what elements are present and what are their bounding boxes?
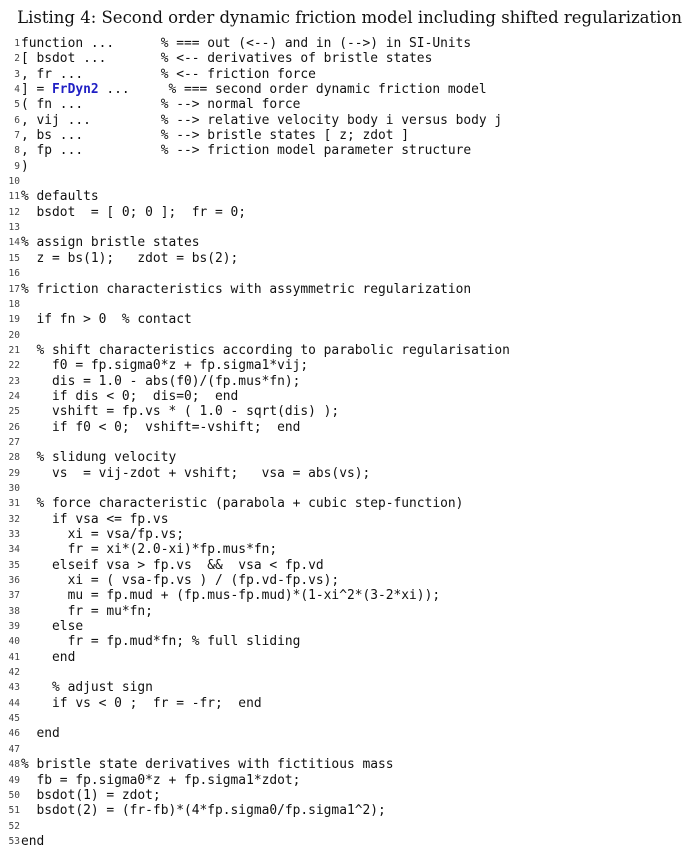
line-number: 50 bbox=[8, 789, 20, 801]
line-number: 31 bbox=[8, 498, 20, 510]
code-text: % slidung velocity bbox=[21, 450, 177, 466]
code-text: , vij ... % --> relative velocity body i versus body j bbox=[21, 112, 503, 128]
line-number: 22 bbox=[8, 360, 20, 372]
line-number: 9 bbox=[14, 160, 20, 172]
line-number: 7 bbox=[14, 130, 20, 142]
code-line bbox=[0, 558, 688, 573]
code-line bbox=[0, 481, 688, 496]
line-number: 34 bbox=[8, 544, 20, 556]
code-text: fr = fp.mud*fn; % full sliding bbox=[21, 634, 301, 650]
line-number: 42 bbox=[8, 667, 20, 679]
code-text: xi = ( vsa-fp.vs ) / (fp.vd-fp.vs); bbox=[21, 573, 340, 589]
code-text: end bbox=[21, 833, 45, 849]
line-number: 21 bbox=[8, 344, 20, 356]
code-text: bsdot(1) = zdot; bbox=[21, 787, 161, 803]
line-number: 11 bbox=[8, 191, 20, 203]
line-number: 3 bbox=[14, 68, 20, 80]
code-line bbox=[0, 542, 688, 557]
code-segment: ] = bbox=[21, 82, 53, 98]
line-number: 41 bbox=[8, 651, 20, 663]
line-number: 51 bbox=[8, 805, 20, 817]
code-text: elseif vsa > fp.vs && vsa < fp.vd bbox=[21, 557, 324, 573]
code-text: fb = fp.sigma0*z + fp.sigma1*zdot; bbox=[21, 772, 301, 788]
code-line bbox=[0, 312, 688, 327]
code-text: % shift characteristics according to parabolic regularisation bbox=[21, 342, 510, 358]
code-text: vshift = fp.vs * ( 1.0 - sqrt(dis) ); bbox=[21, 404, 340, 420]
code-text: fr = xi*(2.0-xi)*fp.mus*fn; bbox=[21, 542, 278, 558]
code-line bbox=[0, 773, 688, 788]
code-line bbox=[0, 634, 688, 649]
line-number: 36 bbox=[8, 575, 20, 587]
line-number: 43 bbox=[8, 682, 20, 694]
code-line bbox=[0, 466, 688, 481]
line-number: 13 bbox=[8, 222, 20, 234]
code-text: if fn > 0 % contact bbox=[21, 312, 192, 328]
code-line bbox=[0, 328, 688, 343]
code-line bbox=[0, 358, 688, 373]
code-text: % bristle state derivatives with fictitious mass bbox=[21, 757, 394, 773]
line-number: 23 bbox=[8, 375, 20, 387]
line-number: 18 bbox=[8, 298, 20, 310]
code-line bbox=[0, 757, 688, 772]
code-line bbox=[0, 450, 688, 465]
code-line bbox=[0, 742, 688, 757]
line-number: 27 bbox=[8, 436, 20, 448]
code-text: if vs < 0 ; fr = -fr; end bbox=[21, 695, 262, 711]
line-number: 6 bbox=[14, 114, 20, 126]
code-line bbox=[0, 159, 688, 174]
code-line bbox=[0, 51, 688, 66]
code-line bbox=[0, 251, 688, 266]
code-line bbox=[0, 834, 688, 849]
code-listing bbox=[0, 36, 688, 849]
line-number: 19 bbox=[8, 314, 20, 326]
line-number: 15 bbox=[8, 252, 20, 264]
line-number: 1 bbox=[14, 38, 20, 49]
code-line bbox=[0, 803, 688, 818]
code-text bbox=[20, 82, 487, 97]
code-line bbox=[0, 189, 688, 204]
line-number: 24 bbox=[8, 390, 20, 402]
code-line bbox=[0, 604, 688, 619]
code-text: xi = vsa/fp.vs; bbox=[21, 527, 184, 542]
code-text: % defaults bbox=[21, 189, 99, 205]
line-number: 12 bbox=[8, 206, 20, 218]
line-number: 39 bbox=[8, 621, 20, 633]
code-text: % force characteristic (parabola + cubic step-function) bbox=[21, 496, 464, 512]
line-number: 37 bbox=[8, 590, 20, 602]
code-text: else bbox=[21, 619, 84, 635]
code-text: , fp ... % --> friction model parameter structure bbox=[21, 143, 472, 159]
line-number: 5 bbox=[14, 99, 20, 111]
code-line bbox=[0, 588, 688, 603]
code-text: , bs ... % --> bristle states [ z; zdot ] bbox=[21, 128, 410, 144]
code-line bbox=[0, 711, 688, 726]
code-text: bsdot = [ 0; 0 ]; fr = 0; bbox=[21, 204, 247, 220]
line-number: 44 bbox=[8, 697, 20, 709]
line-number: 52 bbox=[8, 820, 20, 832]
code-line bbox=[0, 696, 688, 711]
code-text: fr = mu*fn; bbox=[21, 603, 153, 619]
line-number: 45 bbox=[8, 713, 20, 725]
line-number: 48 bbox=[8, 759, 20, 771]
code-text: if dis < 0; dis=0; end bbox=[21, 388, 239, 404]
code-line bbox=[0, 680, 688, 695]
code-line bbox=[0, 788, 688, 803]
code-line bbox=[0, 174, 688, 189]
code-line bbox=[0, 220, 688, 235]
line-number: 10 bbox=[8, 176, 20, 188]
code-line bbox=[0, 374, 688, 389]
code-line bbox=[0, 113, 688, 128]
line-number: 47 bbox=[8, 743, 20, 755]
line-number: 17 bbox=[8, 283, 20, 295]
code-line bbox=[0, 527, 688, 542]
line-number: 4 bbox=[14, 84, 20, 96]
code-text: z = bs(1); zdot = bs(2); bbox=[21, 250, 239, 266]
line-number: 29 bbox=[8, 467, 20, 479]
code-text: function ... % === out (<--) and in (-->) in SI-Units bbox=[21, 36, 472, 51]
code-text: if vsa <= fp.vs bbox=[21, 511, 169, 527]
line-number: 8 bbox=[14, 145, 20, 157]
line-number: 40 bbox=[8, 636, 20, 648]
code-line bbox=[0, 496, 688, 511]
line-number: 25 bbox=[8, 406, 20, 418]
line-number: 53 bbox=[8, 835, 20, 847]
line-number: 33 bbox=[8, 529, 20, 540]
line-number: 35 bbox=[8, 559, 20, 571]
code-text: vs = vij-zdot + vshift; vsa = abs(vs); bbox=[21, 465, 371, 481]
code-text: % friction characteristics with assymmetric regularization bbox=[21, 281, 472, 297]
line-number: 28 bbox=[8, 452, 20, 464]
code-line bbox=[0, 343, 688, 358]
code-text: dis = 1.0 - abs(f0)/(fp.mus*fn); bbox=[21, 373, 301, 389]
code-line bbox=[0, 235, 688, 250]
code-line bbox=[0, 619, 688, 634]
code-line bbox=[0, 36, 688, 51]
code-line bbox=[0, 297, 688, 312]
line-number: 26 bbox=[8, 421, 20, 433]
code-text: end bbox=[21, 726, 60, 742]
code-line bbox=[0, 97, 688, 112]
line-number: 32 bbox=[8, 513, 20, 525]
code-text: [ bsdot ... % <-- derivatives of bristle states bbox=[21, 51, 433, 67]
code-line bbox=[0, 435, 688, 450]
line-number: 14 bbox=[8, 237, 20, 249]
code-line bbox=[0, 282, 688, 297]
code-text: % adjust sign bbox=[21, 680, 153, 696]
line-number: 2 bbox=[14, 53, 20, 65]
code-text: mu = fp.mud + (fp.mus-fp.mud)*(1-xi^2*(3-2*xi)); bbox=[21, 588, 441, 604]
code-line bbox=[0, 726, 688, 741]
code-text: % assign bristle states bbox=[21, 235, 200, 251]
code-line bbox=[0, 650, 688, 665]
code-text: end bbox=[21, 649, 76, 665]
code-text: ( fn ... % --> normal force bbox=[21, 97, 301, 113]
code-line bbox=[0, 665, 688, 680]
line-number: 30 bbox=[8, 482, 20, 494]
code-text: if f0 < 0; vshift=-vshift; end bbox=[21, 419, 301, 435]
code-line bbox=[0, 819, 688, 834]
code-segment: ... % === second order dynamic friction model bbox=[98, 82, 487, 98]
code-line bbox=[0, 67, 688, 82]
line-number: 46 bbox=[8, 728, 20, 740]
code-line bbox=[0, 389, 688, 404]
line-number: 16 bbox=[8, 268, 20, 280]
line-number: 49 bbox=[8, 774, 20, 786]
code-text: , fr ... % <-- friction force bbox=[21, 66, 316, 82]
code-text: f0 = fp.sigma0*z + fp.sigma1*vij; bbox=[21, 358, 309, 374]
code-line bbox=[0, 128, 688, 143]
listing-caption: Listing 4: Second order dynamic friction model including shifted regularization bbox=[17, 8, 682, 27]
code-line bbox=[0, 82, 688, 97]
line-number: 20 bbox=[8, 329, 20, 341]
code-text: ) bbox=[21, 158, 29, 174]
code-text: bsdot(2) = (fr-fb)*(4*fp.sigma0/fp.sigma1^2); bbox=[21, 803, 386, 819]
code-line bbox=[0, 573, 688, 588]
function-name: FrDyn2 bbox=[52, 82, 99, 98]
code-line bbox=[0, 143, 688, 158]
code-line bbox=[0, 420, 688, 435]
code-line bbox=[0, 512, 688, 527]
code-line bbox=[0, 404, 688, 419]
code-line bbox=[0, 205, 688, 220]
line-number: 38 bbox=[8, 605, 20, 617]
code-line bbox=[0, 266, 688, 281]
